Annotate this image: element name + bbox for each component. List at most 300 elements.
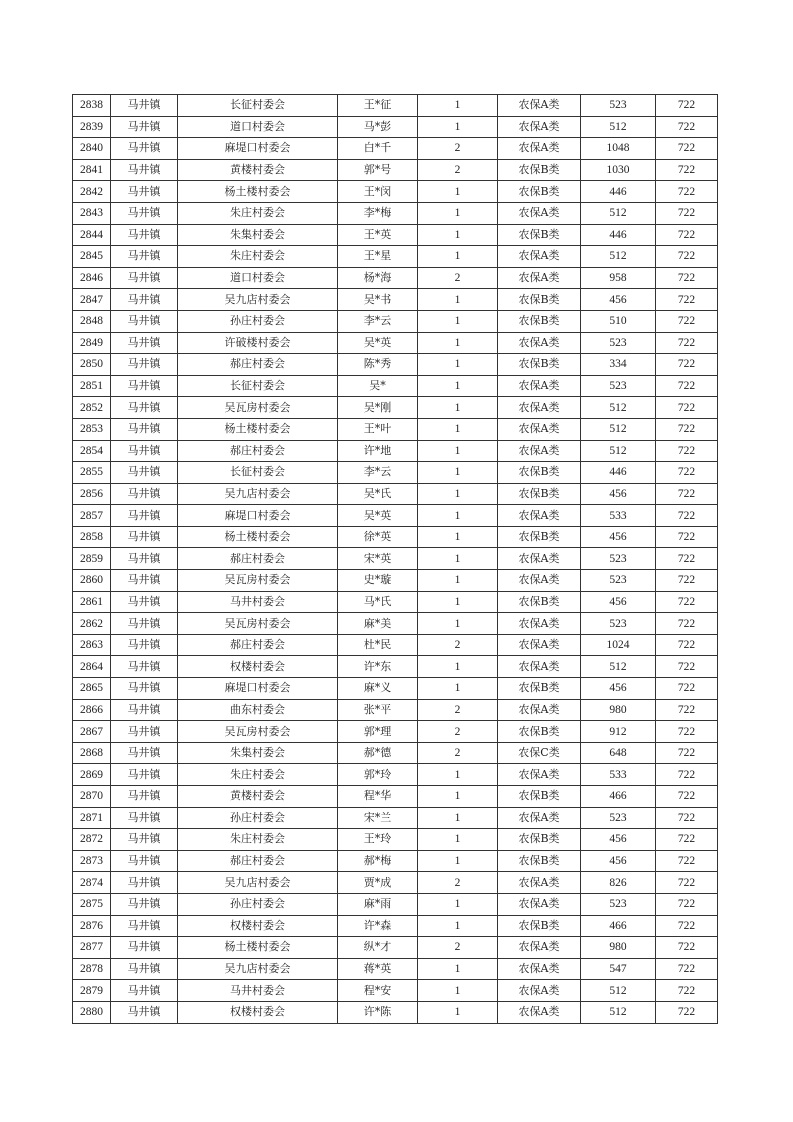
town-cell: 马井镇 bbox=[111, 181, 178, 203]
amount-cell: 512 bbox=[581, 246, 656, 268]
seq-cell: 2871 bbox=[73, 807, 111, 829]
count-cell: 2 bbox=[418, 159, 498, 181]
name-cell: 王*叶 bbox=[338, 418, 418, 440]
count-cell: 1 bbox=[418, 375, 498, 397]
table-row bbox=[73, 246, 718, 268]
seq-cell: 2861 bbox=[73, 591, 111, 613]
amount-cell: 466 bbox=[581, 786, 656, 808]
standard-cell: 722 bbox=[656, 138, 718, 160]
town-cell: 马井镇 bbox=[111, 116, 178, 138]
name-cell: 许*东 bbox=[338, 656, 418, 678]
amount-cell: 512 bbox=[581, 440, 656, 462]
amount-cell: 456 bbox=[581, 289, 656, 311]
amount-cell: 1030 bbox=[581, 159, 656, 181]
village-cell: 孙庄村委会 bbox=[178, 807, 338, 829]
table-row bbox=[73, 937, 718, 959]
standard-cell: 722 bbox=[656, 699, 718, 721]
town-cell: 马井镇 bbox=[111, 505, 178, 527]
village-cell: 郝庄村委会 bbox=[178, 354, 338, 376]
amount-cell: 512 bbox=[581, 656, 656, 678]
amount-cell: 456 bbox=[581, 850, 656, 872]
category-cell: 农保A类 bbox=[498, 958, 581, 980]
amount-cell: 523 bbox=[581, 807, 656, 829]
count-cell: 1 bbox=[418, 116, 498, 138]
village-cell: 长征村委会 bbox=[178, 95, 338, 117]
count-cell: 1 bbox=[418, 181, 498, 203]
standard-cell: 722 bbox=[656, 1001, 718, 1023]
amount-cell: 446 bbox=[581, 462, 656, 484]
category-cell: 农保A类 bbox=[498, 116, 581, 138]
seq-cell: 2838 bbox=[73, 95, 111, 117]
town-cell: 马井镇 bbox=[111, 742, 178, 764]
village-cell: 吴瓦房村委会 bbox=[178, 613, 338, 635]
name-cell: 杨*海 bbox=[338, 267, 418, 289]
table-row bbox=[73, 958, 718, 980]
seq-cell: 2870 bbox=[73, 786, 111, 808]
amount-cell: 533 bbox=[581, 764, 656, 786]
town-cell: 马井镇 bbox=[111, 613, 178, 635]
category-cell: 农保A类 bbox=[498, 375, 581, 397]
seq-cell: 2874 bbox=[73, 872, 111, 894]
name-cell: 徐*英 bbox=[338, 526, 418, 548]
standard-cell: 722 bbox=[656, 829, 718, 851]
name-cell: 李*云 bbox=[338, 310, 418, 332]
town-cell: 马井镇 bbox=[111, 807, 178, 829]
table-row bbox=[73, 181, 718, 203]
category-cell: 农保B类 bbox=[498, 310, 581, 332]
category-cell: 农保B类 bbox=[498, 829, 581, 851]
amount-cell: 466 bbox=[581, 915, 656, 937]
town-cell: 马井镇 bbox=[111, 202, 178, 224]
amount-cell: 512 bbox=[581, 418, 656, 440]
category-cell: 农保B类 bbox=[498, 678, 581, 700]
count-cell: 1 bbox=[418, 548, 498, 570]
village-cell: 曲东村委会 bbox=[178, 699, 338, 721]
village-cell: 长征村委会 bbox=[178, 375, 338, 397]
table-row bbox=[73, 354, 718, 376]
standard-cell: 722 bbox=[656, 116, 718, 138]
seq-cell: 2878 bbox=[73, 958, 111, 980]
amount-cell: 334 bbox=[581, 354, 656, 376]
seq-cell: 2856 bbox=[73, 483, 111, 505]
table-row bbox=[73, 613, 718, 635]
town-cell: 马井镇 bbox=[111, 764, 178, 786]
category-cell: 农保A类 bbox=[498, 807, 581, 829]
name-cell: 程*华 bbox=[338, 786, 418, 808]
seq-cell: 2858 bbox=[73, 526, 111, 548]
amount-cell: 523 bbox=[581, 548, 656, 570]
data-table bbox=[72, 94, 718, 1024]
seq-cell: 2845 bbox=[73, 246, 111, 268]
seq-cell: 2839 bbox=[73, 116, 111, 138]
name-cell: 郭*玲 bbox=[338, 764, 418, 786]
table-row bbox=[73, 440, 718, 462]
town-cell: 马井镇 bbox=[111, 418, 178, 440]
count-cell: 1 bbox=[418, 483, 498, 505]
count-cell: 1 bbox=[418, 829, 498, 851]
town-cell: 马井镇 bbox=[111, 224, 178, 246]
amount-cell: 523 bbox=[581, 570, 656, 592]
name-cell: 许*地 bbox=[338, 440, 418, 462]
town-cell: 马井镇 bbox=[111, 159, 178, 181]
count-cell: 1 bbox=[418, 354, 498, 376]
table-row bbox=[73, 591, 718, 613]
standard-cell: 722 bbox=[656, 786, 718, 808]
standard-cell: 722 bbox=[656, 246, 718, 268]
amount-cell: 523 bbox=[581, 95, 656, 117]
table-body bbox=[73, 95, 718, 1024]
table-row bbox=[73, 850, 718, 872]
name-cell: 陈*秀 bbox=[338, 354, 418, 376]
standard-cell: 722 bbox=[656, 397, 718, 419]
category-cell: 农保B类 bbox=[498, 462, 581, 484]
village-cell: 郝庄村委会 bbox=[178, 440, 338, 462]
seq-cell: 2857 bbox=[73, 505, 111, 527]
seq-cell: 2844 bbox=[73, 224, 111, 246]
count-cell: 2 bbox=[418, 634, 498, 656]
count-cell: 1 bbox=[418, 505, 498, 527]
category-cell: 农保A类 bbox=[498, 656, 581, 678]
name-cell: 史*璇 bbox=[338, 570, 418, 592]
count-cell: 1 bbox=[418, 397, 498, 419]
standard-cell: 722 bbox=[656, 202, 718, 224]
amount-cell: 523 bbox=[581, 332, 656, 354]
town-cell: 马井镇 bbox=[111, 397, 178, 419]
amount-cell: 456 bbox=[581, 483, 656, 505]
standard-cell: 722 bbox=[656, 764, 718, 786]
count-cell: 1 bbox=[418, 526, 498, 548]
table-row bbox=[73, 1001, 718, 1023]
town-cell: 马井镇 bbox=[111, 138, 178, 160]
standard-cell: 722 bbox=[656, 526, 718, 548]
village-cell: 郝庄村委会 bbox=[178, 548, 338, 570]
amount-cell: 523 bbox=[581, 375, 656, 397]
village-cell: 吴瓦房村委会 bbox=[178, 397, 338, 419]
table-row bbox=[73, 332, 718, 354]
name-cell: 郝*德 bbox=[338, 742, 418, 764]
category-cell: 农保A类 bbox=[498, 872, 581, 894]
amount-cell: 446 bbox=[581, 224, 656, 246]
category-cell: 农保C类 bbox=[498, 742, 581, 764]
amount-cell: 446 bbox=[581, 181, 656, 203]
table-row bbox=[73, 699, 718, 721]
table-row bbox=[73, 224, 718, 246]
name-cell: 王*星 bbox=[338, 246, 418, 268]
seq-cell: 2879 bbox=[73, 980, 111, 1002]
count-cell: 1 bbox=[418, 202, 498, 224]
name-cell: 程*安 bbox=[338, 980, 418, 1002]
village-cell: 郝庄村委会 bbox=[178, 850, 338, 872]
count-cell: 1 bbox=[418, 95, 498, 117]
standard-cell: 722 bbox=[656, 613, 718, 635]
village-cell: 麻堤口村委会 bbox=[178, 138, 338, 160]
village-cell: 许破楼村委会 bbox=[178, 332, 338, 354]
name-cell: 李*梅 bbox=[338, 202, 418, 224]
seq-cell: 2841 bbox=[73, 159, 111, 181]
standard-cell: 722 bbox=[656, 354, 718, 376]
seq-cell: 2866 bbox=[73, 699, 111, 721]
category-cell: 农保A类 bbox=[498, 1001, 581, 1023]
category-cell: 农保B类 bbox=[498, 224, 581, 246]
table-row bbox=[73, 872, 718, 894]
category-cell: 农保A类 bbox=[498, 634, 581, 656]
town-cell: 马井镇 bbox=[111, 526, 178, 548]
town-cell: 马井镇 bbox=[111, 980, 178, 1002]
seq-cell: 2850 bbox=[73, 354, 111, 376]
count-cell: 1 bbox=[418, 980, 498, 1002]
town-cell: 马井镇 bbox=[111, 634, 178, 656]
category-cell: 农保A类 bbox=[498, 893, 581, 915]
table-row bbox=[73, 116, 718, 138]
name-cell: 杜*民 bbox=[338, 634, 418, 656]
category-cell: 农保A类 bbox=[498, 267, 581, 289]
village-cell: 杨土楼村委会 bbox=[178, 526, 338, 548]
amount-cell: 456 bbox=[581, 829, 656, 851]
category-cell: 农保A类 bbox=[498, 95, 581, 117]
amount-cell: 533 bbox=[581, 505, 656, 527]
name-cell: 吴*书 bbox=[338, 289, 418, 311]
village-cell: 杨土楼村委会 bbox=[178, 418, 338, 440]
table-row bbox=[73, 570, 718, 592]
category-cell: 农保A类 bbox=[498, 418, 581, 440]
table-row bbox=[73, 138, 718, 160]
standard-cell: 722 bbox=[656, 634, 718, 656]
seq-cell: 2862 bbox=[73, 613, 111, 635]
standard-cell: 722 bbox=[656, 678, 718, 700]
standard-cell: 722 bbox=[656, 483, 718, 505]
count-cell: 1 bbox=[418, 591, 498, 613]
standard-cell: 722 bbox=[656, 656, 718, 678]
seq-cell: 2849 bbox=[73, 332, 111, 354]
village-cell: 孙庄村委会 bbox=[178, 893, 338, 915]
standard-cell: 722 bbox=[656, 850, 718, 872]
seq-cell: 2864 bbox=[73, 656, 111, 678]
category-cell: 农保A类 bbox=[498, 332, 581, 354]
count-cell: 1 bbox=[418, 764, 498, 786]
amount-cell: 1048 bbox=[581, 138, 656, 160]
village-cell: 麻堤口村委会 bbox=[178, 505, 338, 527]
amount-cell: 512 bbox=[581, 116, 656, 138]
standard-cell: 722 bbox=[656, 95, 718, 117]
name-cell: 麻*美 bbox=[338, 613, 418, 635]
category-cell: 农保A类 bbox=[498, 138, 581, 160]
table-row bbox=[73, 526, 718, 548]
table-row bbox=[73, 548, 718, 570]
table-row bbox=[73, 375, 718, 397]
category-cell: 农保B类 bbox=[498, 591, 581, 613]
category-cell: 农保B类 bbox=[498, 526, 581, 548]
seq-cell: 2852 bbox=[73, 397, 111, 419]
amount-cell: 1024 bbox=[581, 634, 656, 656]
table-row bbox=[73, 418, 718, 440]
count-cell: 1 bbox=[418, 570, 498, 592]
name-cell: 马*彭 bbox=[338, 116, 418, 138]
category-cell: 农保B类 bbox=[498, 915, 581, 937]
village-cell: 朱庄村委会 bbox=[178, 829, 338, 851]
name-cell: 王*玲 bbox=[338, 829, 418, 851]
town-cell: 马井镇 bbox=[111, 786, 178, 808]
table-row bbox=[73, 786, 718, 808]
village-cell: 郝庄村委会 bbox=[178, 634, 338, 656]
village-cell: 权楼村委会 bbox=[178, 656, 338, 678]
table-row bbox=[73, 159, 718, 181]
village-cell: 朱庄村委会 bbox=[178, 202, 338, 224]
table-row bbox=[73, 829, 718, 851]
count-cell: 2 bbox=[418, 937, 498, 959]
seq-cell: 2863 bbox=[73, 634, 111, 656]
amount-cell: 547 bbox=[581, 958, 656, 980]
seq-cell: 2848 bbox=[73, 310, 111, 332]
amount-cell: 523 bbox=[581, 893, 656, 915]
name-cell: 马*氏 bbox=[338, 591, 418, 613]
standard-cell: 722 bbox=[656, 570, 718, 592]
category-cell: 农保A类 bbox=[498, 980, 581, 1002]
name-cell: 纵*才 bbox=[338, 937, 418, 959]
seq-cell: 2872 bbox=[73, 829, 111, 851]
name-cell: 吴*刚 bbox=[338, 397, 418, 419]
count-cell: 2 bbox=[418, 138, 498, 160]
name-cell: 吴*氏 bbox=[338, 483, 418, 505]
seq-cell: 2873 bbox=[73, 850, 111, 872]
standard-cell: 722 bbox=[656, 332, 718, 354]
town-cell: 马井镇 bbox=[111, 893, 178, 915]
count-cell: 1 bbox=[418, 289, 498, 311]
town-cell: 马井镇 bbox=[111, 872, 178, 894]
standard-cell: 722 bbox=[656, 807, 718, 829]
seq-cell: 2851 bbox=[73, 375, 111, 397]
standard-cell: 722 bbox=[656, 267, 718, 289]
table-row bbox=[73, 764, 718, 786]
amount-cell: 912 bbox=[581, 721, 656, 743]
seq-cell: 2869 bbox=[73, 764, 111, 786]
count-cell: 1 bbox=[418, 332, 498, 354]
count-cell: 1 bbox=[418, 786, 498, 808]
name-cell: 李*云 bbox=[338, 462, 418, 484]
seq-cell: 2843 bbox=[73, 202, 111, 224]
table-row bbox=[73, 397, 718, 419]
amount-cell: 648 bbox=[581, 742, 656, 764]
village-cell: 朱庄村委会 bbox=[178, 246, 338, 268]
town-cell: 马井镇 bbox=[111, 570, 178, 592]
town-cell: 马井镇 bbox=[111, 699, 178, 721]
seq-cell: 2875 bbox=[73, 893, 111, 915]
town-cell: 马井镇 bbox=[111, 937, 178, 959]
name-cell: 许*陈 bbox=[338, 1001, 418, 1023]
town-cell: 马井镇 bbox=[111, 548, 178, 570]
town-cell: 马井镇 bbox=[111, 289, 178, 311]
amount-cell: 523 bbox=[581, 613, 656, 635]
category-cell: 农保A类 bbox=[498, 764, 581, 786]
table-row bbox=[73, 483, 718, 505]
village-cell: 吴九店村委会 bbox=[178, 483, 338, 505]
town-cell: 马井镇 bbox=[111, 332, 178, 354]
town-cell: 马井镇 bbox=[111, 310, 178, 332]
village-cell: 道口村委会 bbox=[178, 116, 338, 138]
seq-cell: 2855 bbox=[73, 462, 111, 484]
count-cell: 1 bbox=[418, 310, 498, 332]
count-cell: 1 bbox=[418, 893, 498, 915]
amount-cell: 456 bbox=[581, 591, 656, 613]
seq-cell: 2853 bbox=[73, 418, 111, 440]
standard-cell: 722 bbox=[656, 375, 718, 397]
count-cell: 2 bbox=[418, 267, 498, 289]
village-cell: 马井村委会 bbox=[178, 980, 338, 1002]
category-cell: 农保A类 bbox=[498, 246, 581, 268]
name-cell: 白*千 bbox=[338, 138, 418, 160]
seq-cell: 2846 bbox=[73, 267, 111, 289]
table-row bbox=[73, 721, 718, 743]
category-cell: 农保A类 bbox=[498, 613, 581, 635]
name-cell: 郝*梅 bbox=[338, 850, 418, 872]
standard-cell: 722 bbox=[656, 980, 718, 1002]
town-cell: 马井镇 bbox=[111, 375, 178, 397]
seq-cell: 2847 bbox=[73, 289, 111, 311]
amount-cell: 512 bbox=[581, 397, 656, 419]
category-cell: 农保A类 bbox=[498, 397, 581, 419]
table-row bbox=[73, 656, 718, 678]
standard-cell: 722 bbox=[656, 310, 718, 332]
count-cell: 1 bbox=[418, 440, 498, 462]
amount-cell: 512 bbox=[581, 1001, 656, 1023]
table-row bbox=[73, 634, 718, 656]
standard-cell: 722 bbox=[656, 721, 718, 743]
standard-cell: 722 bbox=[656, 548, 718, 570]
name-cell: 王*英 bbox=[338, 224, 418, 246]
village-cell: 孙庄村委会 bbox=[178, 310, 338, 332]
amount-cell: 456 bbox=[581, 678, 656, 700]
count-cell: 1 bbox=[418, 462, 498, 484]
village-cell: 杨土楼村委会 bbox=[178, 181, 338, 203]
count-cell: 2 bbox=[418, 721, 498, 743]
town-cell: 马井镇 bbox=[111, 656, 178, 678]
village-cell: 道口村委会 bbox=[178, 267, 338, 289]
town-cell: 马井镇 bbox=[111, 829, 178, 851]
category-cell: 农保A类 bbox=[498, 505, 581, 527]
name-cell: 麻*雨 bbox=[338, 893, 418, 915]
table-row bbox=[73, 678, 718, 700]
standard-cell: 722 bbox=[656, 958, 718, 980]
category-cell: 农保B类 bbox=[498, 850, 581, 872]
standard-cell: 722 bbox=[656, 742, 718, 764]
category-cell: 农保B类 bbox=[498, 181, 581, 203]
count-cell: 1 bbox=[418, 224, 498, 246]
category-cell: 农保B类 bbox=[498, 289, 581, 311]
town-cell: 马井镇 bbox=[111, 678, 178, 700]
village-cell: 吴九店村委会 bbox=[178, 958, 338, 980]
village-cell: 吴九店村委会 bbox=[178, 289, 338, 311]
category-cell: 农保A类 bbox=[498, 699, 581, 721]
name-cell: 吴*英 bbox=[338, 505, 418, 527]
seq-cell: 2860 bbox=[73, 570, 111, 592]
seq-cell: 2880 bbox=[73, 1001, 111, 1023]
town-cell: 马井镇 bbox=[111, 354, 178, 376]
table-row bbox=[73, 202, 718, 224]
village-cell: 黄楼村委会 bbox=[178, 159, 338, 181]
count-cell: 2 bbox=[418, 742, 498, 764]
name-cell: 麻*义 bbox=[338, 678, 418, 700]
count-cell: 1 bbox=[418, 418, 498, 440]
name-cell: 许*森 bbox=[338, 915, 418, 937]
seq-cell: 2842 bbox=[73, 181, 111, 203]
village-cell: 吴瓦房村委会 bbox=[178, 570, 338, 592]
name-cell: 郭*理 bbox=[338, 721, 418, 743]
table-row bbox=[73, 742, 718, 764]
count-cell: 1 bbox=[418, 246, 498, 268]
standard-cell: 722 bbox=[656, 289, 718, 311]
count-cell: 1 bbox=[418, 915, 498, 937]
town-cell: 马井镇 bbox=[111, 850, 178, 872]
town-cell: 马井镇 bbox=[111, 1001, 178, 1023]
